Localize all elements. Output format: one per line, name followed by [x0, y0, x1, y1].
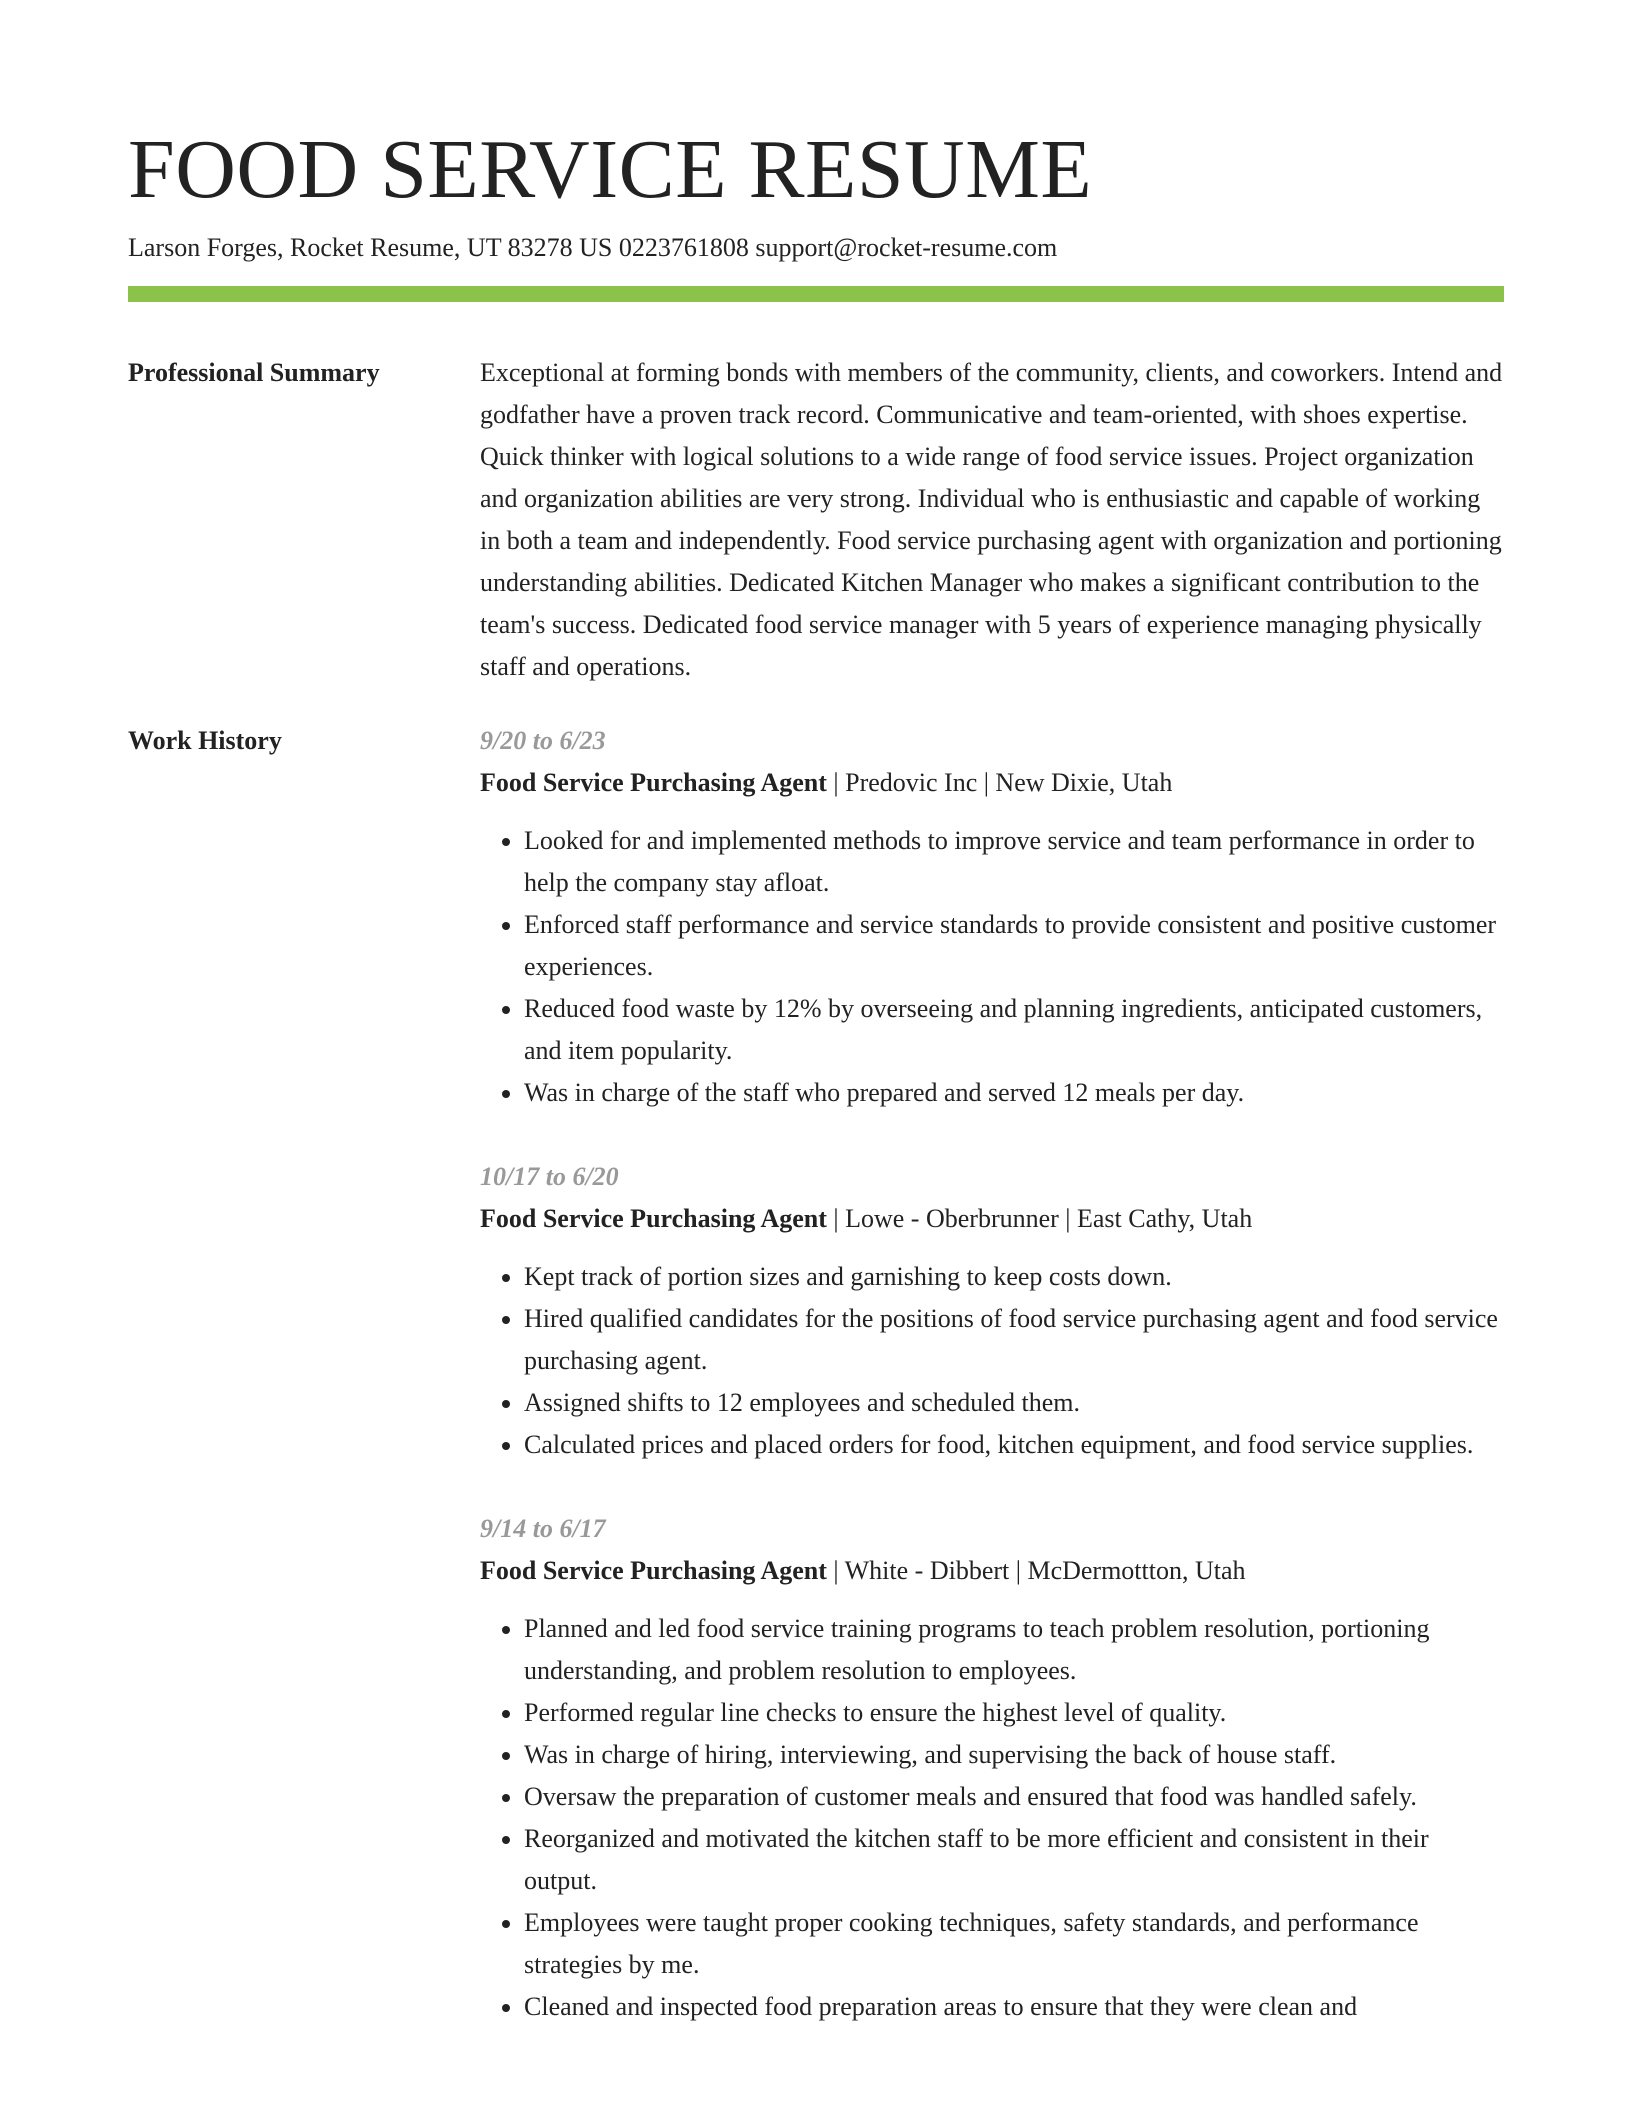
- list-item: • Enforced staff performance and service standards to provide consistent and positive customer experiences.: [524, 904, 1504, 988]
- resume-page: [128, 120, 1504, 2070]
- job-details: | White - Dibbert | McDermottton, Utah: [826, 1556, 1246, 1585]
- work-history-body: [480, 720, 1504, 2070]
- job-entry: [480, 720, 1504, 1114]
- list-item: • Kept track of portion sizes and garnishing to keep costs down.: [524, 1256, 1504, 1298]
- job-heading: [480, 762, 1504, 804]
- job-dates: 10/17 to 6/20: [480, 1162, 619, 1191]
- list-item: • Employees were taught proper cooking techniques, safety standards, and performance strategies by me.: [524, 1902, 1504, 1986]
- job-bullets: [480, 820, 1504, 1114]
- section-label-summary: Professional Summary: [128, 358, 380, 387]
- list-item: • Calculated prices and placed orders for food, kitchen equipment, and food service supplies.: [524, 1424, 1504, 1466]
- list-item: • Performed regular line checks to ensure the highest level of quality.: [524, 1692, 1504, 1734]
- job-title: Food Service Purchasing Agent: [480, 1204, 827, 1233]
- list-item: • Planned and led food service training programs to teach problem resolution, portioning understanding, and problem resolution to employees.: [524, 1608, 1504, 1692]
- job-details: | Lowe - Oberbrunner | East Cathy, Utah: [826, 1204, 1253, 1233]
- list-item: • Was in charge of the staff who prepared and served 12 meals per day.: [524, 1072, 1504, 1114]
- job-heading: [480, 1550, 1504, 1592]
- list-item: • Cleaned and inspected food preparation areas to ensure that they were clean and: [524, 1986, 1504, 2028]
- job-dates: 9/20 to 6/23: [480, 726, 606, 755]
- job-dates: 9/14 to 6/17: [480, 1514, 606, 1543]
- job-bullets: [480, 1256, 1504, 1466]
- list-item: • Assigned shifts to 12 employees and scheduled them.: [524, 1382, 1504, 1424]
- contact-address: Larson Forges, Rocket Resume, UT 83278 US: [128, 233, 613, 262]
- list-item: • Hired qualified candidates for the positions of food service purchasing agent and food service purchasing agent.: [524, 1298, 1504, 1382]
- job-title: Food Service Purchasing Agent: [480, 1556, 827, 1585]
- professional-summary-section: [128, 352, 1504, 688]
- summary-body: [480, 352, 1504, 688]
- job-bullets: [480, 1608, 1504, 2028]
- list-item: • Reorganized and motivated the kitchen staff to be more efficient and consistent in their output.: [524, 1818, 1504, 1902]
- list-item: • Looked for and implemented methods to improve service and team performance in order to help the company stay afloat.: [524, 820, 1504, 904]
- job-entry: [480, 1508, 1504, 2028]
- work-history-section: [128, 720, 1504, 2070]
- job-title: Food Service Purchasing Agent: [480, 768, 827, 797]
- list-item: • Was in charge of hiring, interviewing, and supervising the back of house staff.: [524, 1734, 1504, 1776]
- job-heading: [480, 1198, 1504, 1240]
- contact-phone: 0223761808: [618, 233, 749, 262]
- contact-line: [128, 230, 1504, 266]
- summary-text: Exceptional at forming bonds with members of the community, clients, and coworkers. Intend and godfather have a proven track record. Communicative and team-oriented, with shoes expertise. Quick thinker with logical solutions to a wide range of food service issues. Project organization and organization abilities are very strong. Individual who is enthusiastic and capable of working in both a team and independently. Food service purchasing agent with organization and portioning understanding abilities. Dedicated Kitchen Manager who makes a significant contribution to the team's success. Dedicated food service manager with 5 years of experience managing physically staff and operations.: [480, 358, 1503, 681]
- job-details: | Predovic Inc | New Dixie, Utah: [826, 768, 1173, 797]
- list-item: • Reduced food waste by 12% by overseeing and planning ingredients, anticipated customers, and item popularity.: [524, 988, 1504, 1072]
- accent-divider: [128, 286, 1504, 302]
- job-entry: [480, 1156, 1504, 1466]
- list-item: • Oversaw the preparation of customer meals and ensured that food was handled safely.: [524, 1776, 1504, 1818]
- section-label-work: Work History: [128, 726, 282, 755]
- contact-email[interactable]: support@rocket-resume.com: [755, 233, 1058, 262]
- resume-title: FOOD SERVICE RESUME: [128, 123, 1093, 216]
